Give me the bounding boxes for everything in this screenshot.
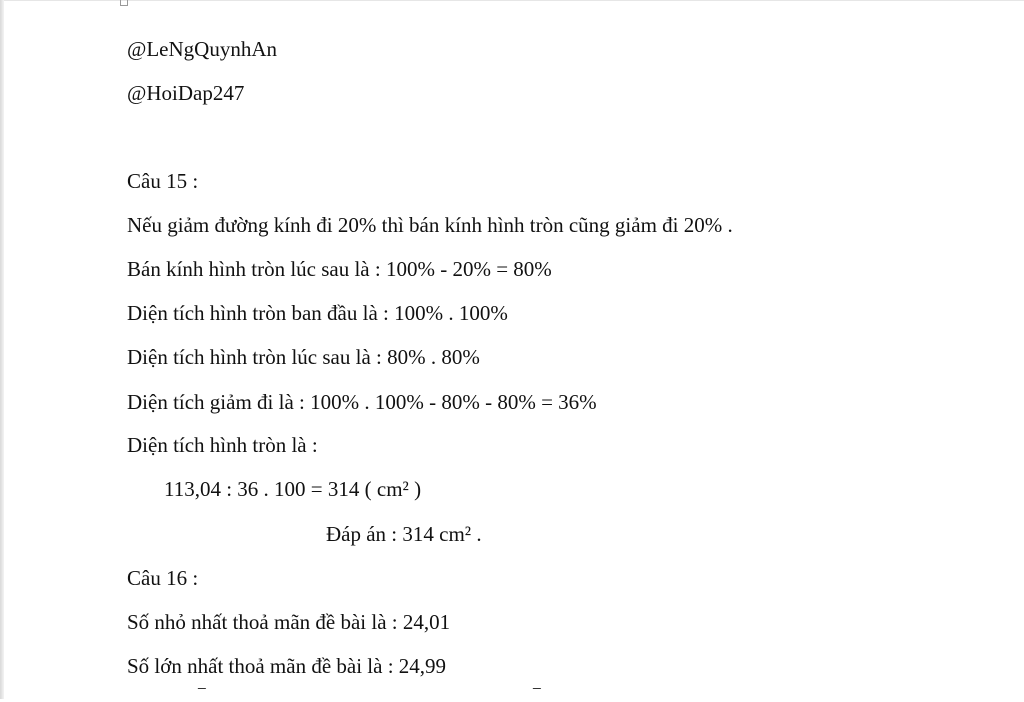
- question-16-heading: Câu 16 :: [127, 566, 199, 590]
- page-top-edge: [0, 0, 1024, 1]
- final-answer: Đáp án : 314 cm² .: [326, 522, 482, 546]
- answer-line: Diện tích giảm đi là : 100% . 100% - 80% - 80% = 36%: [127, 390, 597, 414]
- cropped-next-line: [127, 688, 1007, 702]
- site-handle: @HoiDap247: [127, 81, 245, 105]
- page-left-edge: [0, 0, 4, 699]
- answer-line: Bán kính hình tròn lúc sau là : 100% - 20% = 80%: [127, 257, 552, 281]
- page-corner-mark: [120, 0, 128, 6]
- answer-line: Số lớn nhất thoả mãn đề bài là : 24,99: [127, 654, 447, 678]
- answer-line: Diện tích hình tròn là :: [127, 433, 318, 457]
- author-handle: @LeNgQuynhAn: [127, 37, 277, 61]
- answer-line: Diện tích hình tròn lúc sau là : 80% . 80%: [127, 345, 480, 369]
- answer-line: Nếu giảm đường kính đi 20% thì bán kính hình tròn cũng giảm đi 20% .: [127, 213, 733, 237]
- answer-line: Diện tích hình tròn ban đầu là : 100% . 100%: [127, 301, 508, 325]
- question-15-heading: Câu 15 :: [127, 169, 199, 193]
- answer-line: Số nhỏ nhất thoả mãn đề bài là : 24,01: [127, 610, 451, 634]
- calculation-line: 113,04 : 36 . 100 = 314 ( cm² ): [164, 477, 422, 501]
